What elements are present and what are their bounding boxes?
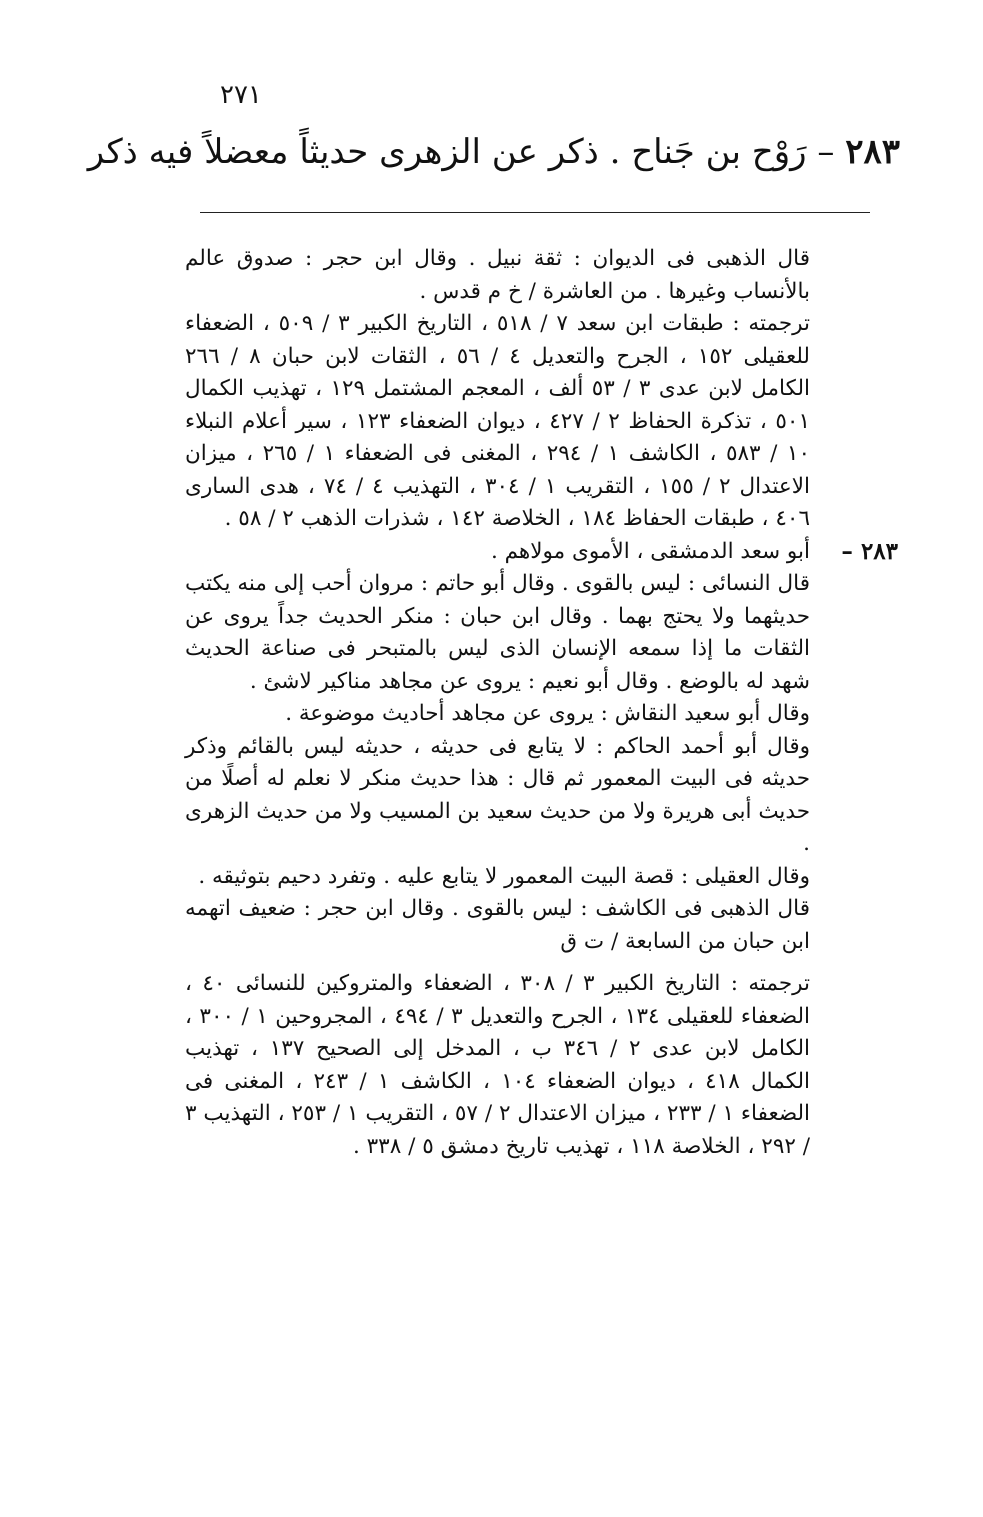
- heading-entry-number: ٢٨٣: [845, 132, 900, 172]
- paragraph-dhahabi-diwan: قال الذهبى فى الديوان : ثقة نبيل . وقال ابن حجر : صدوق عالم بالأنساب وغيرها . من العاشرة / خ م قدس .: [185, 246, 810, 304]
- footnote-divider: [200, 212, 870, 213]
- paragraph-hakim: وقال أبو أحمد الحاكم : لا يتابع فى حديثه ، حديثه ليس بالقائم وذكر حديثه فى البيت المعمور ثم قال : هذا حديث منكر لا نعلم له أصلًا من حديث أبى هريرة ولا من حديث سعيد بن المسيب ولا من حديث الزهرى .: [185, 733, 810, 856]
- entry-title: أبو سعد الدمشقى ، الأموى مولاهم .: [490, 538, 810, 564]
- entry-title-line: [185, 536, 898, 569]
- paragraph-gap: [185, 958, 810, 968]
- paragraph-naqqash: وقال أبو سعيد النقاش : يروى عن مجاهد أحاديث موضوعة .: [285, 701, 810, 726]
- heading-text: – رَوْح بن جَناح . ذكر عن الزهرى حديثاً معضلاً فيه ذكر: [87, 132, 835, 172]
- paragraph-nasai: قال النسائى : ليس بالقوى . وقال أبو حاتم : مروان أحب إلى منه يكتب حديثهما ولا يحتج بهما . وقال ابن حبان : منكر الحديث جداً يروى عن الثقات ما إذا سمعه الإنسان الذى ليس بالمتبحر فى صناعة الحديث شهد له بالوضع . وقال أبو نعيم : يروى عن مجاهد مناكير لاشئ .: [185, 571, 810, 694]
- page-number: ٢٧١: [220, 80, 262, 110]
- paragraph-dhahabi-kashif: قال الذهبى فى الكاشف : ليس بالقوى . وقال ابن حجر : ضعيف اتهمه ابن حبان من السابعة / ت ق: [185, 896, 810, 954]
- entry-heading: [87, 127, 900, 177]
- paragraph-biography-sources: ترجمته : طبقات ابن سعد ٧ / ٥١٨ ، التاريخ الكبير ٣ / ٥٠٩ ، الضعفاء للعقيلى ١٥٢ ، الجرح والتعديل ٤ / ٥٦ ، الثقات لابن حبان ٨ / ٢٦٦ الكامل لابن عدى ٣ / ٥٣ ألف ، المعجم المشتمل ١٢٩ ، تهذيب الكمال ٥٠١ ، تذكرة الحفاظ ٢ / ٤٢٧ ، ديوان الضعفاء ١٢٣ ، سير أعلام النبلاء ١٠ / ٥٨٣ ، الكاشف ١ / ٢٩٤ ، المغنى فى الضعفاء ١ / ٢٦٥ ، ميزان الاعتدال ٢ / ١٥٥ ، التقريب ١ / ٣٠٤ ، التهذيب ٤ / ٧٤ ، هدى السارى ٤٠٦ ، طبقات الحفاظ ١٨٤ ، الخلاصة ١٤٢ ، شذرات الذهب ٢ / ٥٨ .: [185, 311, 811, 531]
- paragraph-biography-sources-2: ترجمته : التاريخ الكبير ٣ / ٣٠٨ ، الضعفاء والمتروكين للنسائى ٤٠ ، الضعفاء للعقيلى ١٣٤ ، الجرح والتعديل ٣ / ٤٩٤ ، المجروحين ١ / ٣٠٠ ، الكامل لابن عدى ٢ / ٣٤٦ ب ، المدخل إلى الصحيح ١٣٧ ، تهذيب الكمال ٤١٨ ، ديوان الضعفاء ١٠٤ ، الكاشف ١ / ٢٤٣ ، المغنى فى الضعفاء ١ / ٢٣٣ ، ميزان الاعتدال ٢ / ٥٧ ، التقريب ١ / ٢٥٣ ، التهذيب ٣ / ٢٩٢ ، الخلاصة ١١٨ ، تهذيب تاريخ دمشق ٥ / ٣٣٨ .: [185, 971, 811, 1159]
- entry-number: ٢٨٣ –: [841, 537, 898, 565]
- footnote-body: [185, 243, 898, 1163]
- paragraph-uqayli: وقال العقيلى : قصة البيت المعمور لا يتابع عليه . وتفرد دحيم بتوثيقه .: [198, 863, 810, 889]
